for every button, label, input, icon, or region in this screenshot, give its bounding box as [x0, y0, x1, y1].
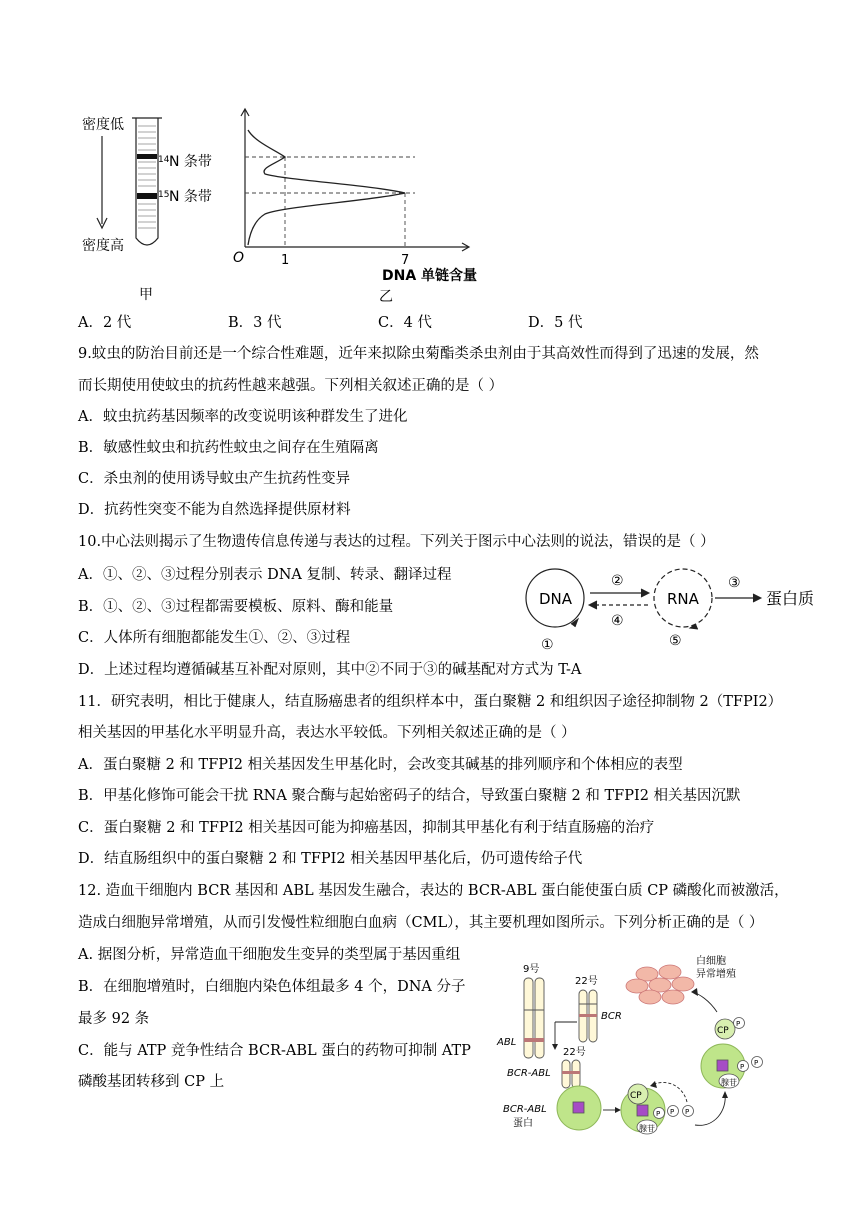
centrifuge-tube — [132, 118, 162, 245]
label-15n: N 条带 — [169, 189, 212, 205]
q11-option-c: C．蛋白聚糖 2 和 TFPI2 相关基因可能为抑癌基因，抑制其甲基化有利于结直肠癌的治疗 — [78, 820, 655, 836]
bcr-label: BCR — [601, 1011, 622, 1022]
chr22-label: 22号 — [575, 976, 598, 987]
curve-tick-7: 7 — [401, 253, 410, 268]
q9-stem-line-2: 而长期使用使蚊虫的抗药性越来越强。下列相关叙述正确的是（ ） — [78, 378, 504, 394]
cp-label-activated: CP — [717, 1026, 729, 1036]
label-n1: ① — [541, 637, 554, 653]
caption-yi: 乙 — [379, 289, 393, 305]
label-n5: ⑤ — [669, 633, 682, 649]
q9-option-b: B．敏感性蚊虫和抗药性蚊虫之间存在生殖隔离 — [78, 440, 379, 456]
q12-stem-line-1: 12. 造血干细胞内 BCR 基因和 ABL 基因发生融合，表达的 BCR-ABL 蛋白能使蛋白质 CP 磷酸化而被激活， — [78, 883, 789, 899]
protein-label: 蛋白质 — [766, 589, 815, 608]
label-density-low: 密度低 — [82, 117, 124, 133]
label-n2: ② — [611, 573, 624, 589]
central-dogma-diagram — [515, 565, 835, 657]
label-14n: N 条带 — [169, 154, 212, 170]
q9-option-d: D．抗药性突变不能为自然选择提供原材料 — [78, 502, 351, 518]
q12-option-b-line-1: B．在细胞增殖时，白细胞内染色体组最多 4 个，DNA 分子 — [78, 979, 466, 995]
band-14n — [137, 154, 157, 159]
q12-option-c-line-1: C．能与 ATP 竞争性结合 BCR-ABL 蛋白的药物可抑制 ATP — [78, 1043, 471, 1059]
label-n4: ④ — [611, 613, 624, 629]
q11-stem-line-1: 11．研究表明，相比于健康人，结直肠癌患者的组织样本中，蛋白聚糖 2 和组织因子途径抑制物 2（TFPI2） — [78, 694, 783, 710]
q10-option-d: D．上述过程均遵循碱基互补配对原则，其中②不同于③的碱基配对方式为 T-A — [78, 662, 582, 678]
bcr-abl-protein-label-2: 蛋白 — [513, 1118, 533, 1129]
curve-xlabel: DNA 单链含量 — [382, 268, 478, 284]
atp-adenosine-label: 腺苷 — [639, 1124, 655, 1133]
q10-option-c: C．人体所有细胞都能发生①、②、③过程 — [78, 630, 351, 646]
phosphate-2: P — [670, 1108, 675, 1116]
q12-option-b-line-2: 最多 92 条 — [78, 1011, 150, 1027]
q11-stem-line-2: 相关基因的甲基化水平明显升高，表达水平较低。下列相关叙述正确的是（ ） — [78, 725, 576, 741]
chromosome-22 — [579, 990, 597, 1042]
phosphate-1: P — [656, 1110, 661, 1118]
dna-label: DNA — [539, 590, 573, 608]
phosphate-4: P — [740, 1063, 745, 1071]
q8-figure — [70, 100, 510, 310]
cml-mechanism-diagram — [495, 950, 795, 1140]
bcr-abl-gene-label: BCR-ABL — [507, 1068, 551, 1079]
dna-content-curve — [241, 109, 469, 251]
q10-option-a: A．①、②、③过程分别表示 DNA 复制、转录、翻译过程 — [78, 567, 452, 583]
q9-option-a: A．蚊虫抗药基因频率的改变说明该种群发生了进化 — [78, 409, 408, 425]
label-14n-sup: 14 — [158, 155, 170, 165]
rna-label: RNA — [667, 590, 699, 608]
label-density-high: 密度高 — [82, 238, 124, 254]
q8-option-c: C．4 代 — [378, 315, 432, 331]
fused-chromosome-22 — [562, 1060, 580, 1088]
chr9-label: 9号 — [523, 964, 540, 975]
phosphate-cp: P — [736, 1020, 741, 1028]
bcr-abl-protein-square — [573, 1102, 584, 1113]
q11-option-d: D．结直肠组织中的蛋白聚糖 2 和 TFPI2 相关基因甲基化后，仍可遗传给子代 — [78, 851, 583, 867]
curve-tick-1: 1 — [281, 253, 290, 268]
q12-option-c-line-2: 磷酸基团转移到 CP 上 — [78, 1074, 225, 1090]
q11-option-b: B．甲基化修饰可能会干扰 RNA 聚合酶与起始密码子的结合，导致蛋白聚糖 2 和 TFPI2 相关基因沉默 — [78, 788, 741, 804]
phosphate-3: P — [685, 1108, 690, 1116]
band-15n — [137, 193, 157, 199]
label-15n-sup: 15 — [158, 190, 170, 200]
q9-stem-line-1: 9.蚊虫的防治目前还是一个综合性难题，近年来拟除虫菊酯类杀虫剂由于其高效性而得到了迅速的发展，然 — [78, 346, 759, 362]
abl-label: ABL — [497, 1037, 517, 1048]
wbc-label-1: 白细胞 — [696, 956, 726, 967]
q8-option-b: B．3 代 — [228, 315, 282, 331]
curve-origin: O — [233, 250, 245, 266]
wbc-cluster — [626, 965, 694, 1004]
q12-option-a: A. 据图分析，异常造血干细胞发生变异的类型属于基因重组 — [78, 947, 461, 963]
chromosome-9 — [524, 978, 544, 1058]
q8-option-a: A．2 代 — [78, 315, 132, 331]
q10-option-b: B．①、②、③过程都需要模板、原料、酶和能量 — [78, 599, 394, 615]
phosphate-5: P — [754, 1059, 759, 1067]
bcr-abl-protein-label-1: BCR-ABL — [503, 1104, 547, 1115]
q8-option-d: D．5 代 — [528, 315, 583, 331]
adp-adenosine-label: 腺苷 — [721, 1078, 737, 1087]
cp-label: CP — [630, 1091, 642, 1101]
q10-stem: 10.中心法则揭示了生物遗传信息传递与表达的过程。下列关于图示中心法则的说法，错误的是（ ） — [78, 534, 715, 550]
chr22-fused-label: 22号 — [563, 1047, 586, 1058]
caption-jia: 甲 — [139, 287, 153, 303]
label-n3: ③ — [728, 575, 741, 591]
q9-option-c: C．杀虫剂的使用诱导蚊虫产生抗药性变异 — [78, 471, 351, 487]
wbc-label-2: 异常增殖 — [696, 969, 736, 980]
q12-stem-line-2: 造成白细胞异常增殖，从而引发慢性粒细胞白血病（CML），其主要机理如图所示。下列分析正确的是（ ） — [78, 915, 764, 931]
q11-option-a: A．蛋白聚糖 2 和 TFPI2 相关基因发生甲基化时，会改变其碱基的排列顺序和个体相应的表型 — [78, 757, 683, 773]
